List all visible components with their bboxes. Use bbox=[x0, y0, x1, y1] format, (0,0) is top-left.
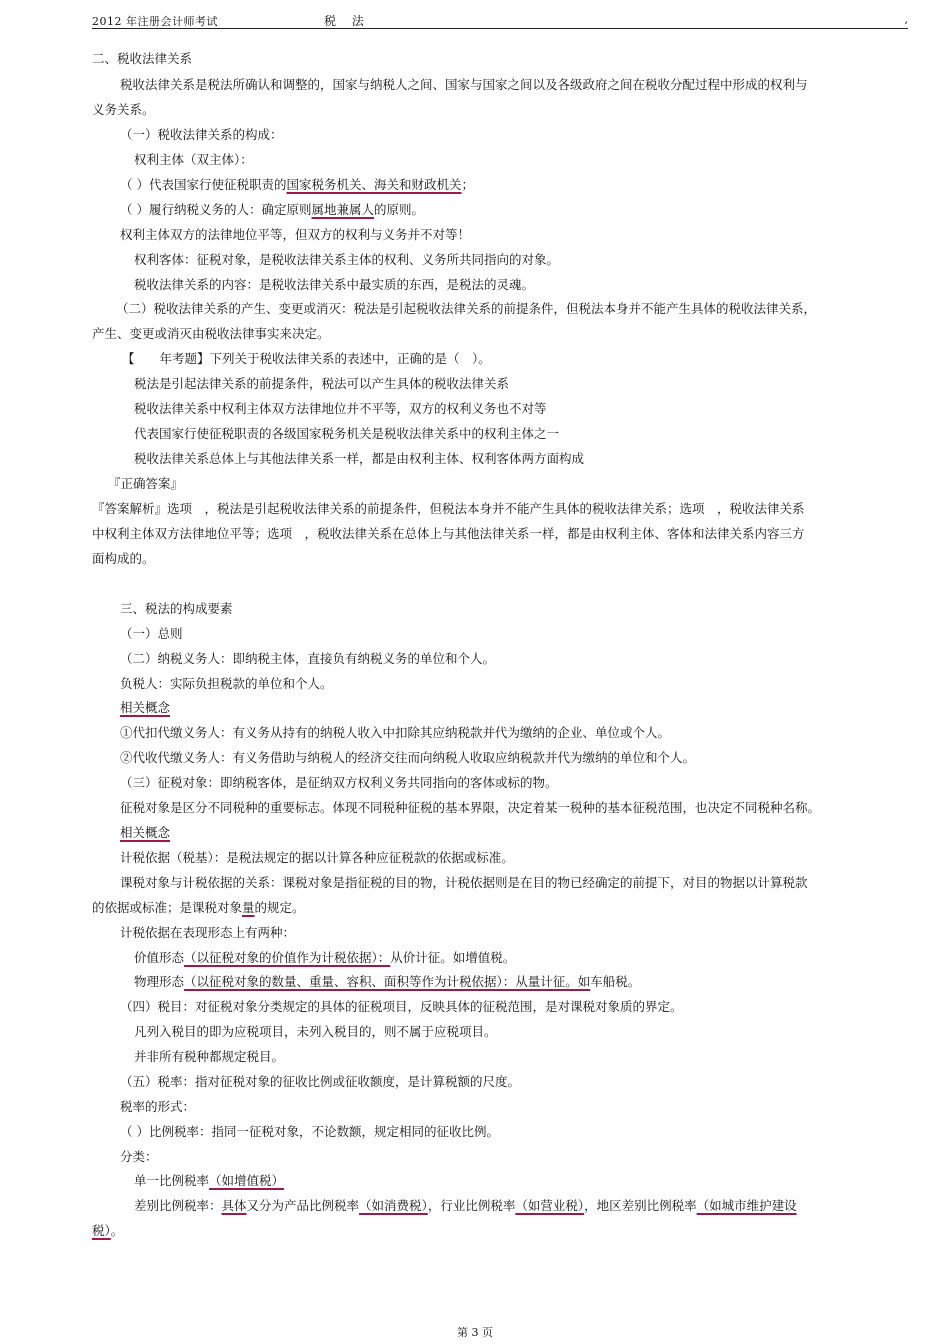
text-line bbox=[134, 973, 640, 991]
text-line bbox=[120, 176, 474, 194]
text-segment: 又分为产品比例税率 bbox=[246, 1198, 360, 1213]
text-line bbox=[92, 500, 805, 518]
text-segment: （ ）代表国家行使征税职责的 bbox=[120, 177, 287, 192]
text-segment: 义务关系。 bbox=[92, 102, 155, 117]
underlined-text: 税） bbox=[92, 1223, 111, 1238]
text-segment: 负税人：实际负担税款的单位和个人。 bbox=[120, 676, 333, 691]
text-line bbox=[120, 226, 470, 244]
text-segment: ②代收代缴义务人：有义务借助与纳税人的经济交往而向纳税人收取应纳税款并代为缴纳的单位和个人。 bbox=[120, 750, 696, 765]
text-line bbox=[120, 650, 495, 668]
text-line bbox=[120, 998, 683, 1016]
text-line bbox=[120, 1073, 520, 1091]
underlined-text: （如城市维护建设 bbox=[696, 1198, 797, 1213]
text-line bbox=[120, 1123, 499, 1141]
underlined-text: 具体 bbox=[221, 1198, 247, 1213]
text-segment: 税收法律关系中权利主体双方法律地位并不平等，双方的权利义务也不对等 bbox=[134, 401, 547, 416]
text-segment: 权利客体：征税对象，是税收法律关系主体的权利、义务所共同指向的对象。 bbox=[134, 252, 560, 267]
text-segment: ，行业比例税率 bbox=[427, 1198, 516, 1213]
text-segment: 车船税。 bbox=[590, 974, 641, 989]
text-line bbox=[120, 600, 233, 618]
text-line bbox=[120, 675, 333, 693]
underlined-text: 国家税务机关、海关和财政机关 bbox=[286, 177, 462, 192]
text-line bbox=[120, 1098, 195, 1116]
text-line bbox=[116, 300, 816, 318]
text-segment: 税收法律关系是税法所确认和调整的，国家与纳税人之间、国家与国家之间以及各级政府之间在税收分配过程中形成的权利与 bbox=[120, 77, 808, 92]
text-segment: 。 bbox=[110, 1223, 124, 1238]
text-segment: 『正确答案』 bbox=[108, 476, 184, 491]
underlined-text: （以征税对象的价值作为计税依据）： bbox=[184, 950, 391, 965]
text-line bbox=[134, 276, 534, 294]
text-segment: 税收法律关系的内容：是税收法律关系中最实质的东西，是税法的灵魂。 bbox=[134, 277, 535, 292]
text-line bbox=[134, 400, 547, 418]
text-line bbox=[120, 749, 695, 767]
text-line bbox=[92, 1222, 123, 1240]
underlined-text: 相关概念 bbox=[120, 825, 171, 840]
text-line bbox=[92, 550, 155, 568]
text-line bbox=[120, 924, 295, 942]
page-header bbox=[92, 12, 908, 29]
text-line bbox=[92, 325, 330, 343]
text-segment: （ ）履行纳税义务的人：确定原则 bbox=[120, 202, 312, 217]
text-segment: （二）纳税义务人：即纳税主体，直接负有纳税义务的单位和个人。 bbox=[120, 651, 496, 666]
text-segment: 二、税收法律关系 bbox=[92, 51, 193, 66]
text-segment: 单一比例税率 bbox=[134, 1173, 210, 1188]
underlined-text: 相关概念 bbox=[120, 700, 171, 715]
text-line bbox=[92, 50, 192, 68]
text-segment: 凡列入税目的即为应税项目，未列入税目的，则不属于应税项目。 bbox=[134, 1024, 497, 1039]
text-segment: 【 年考题】下列关于税收法律关系的表述中，正确的是（ ）。 bbox=[122, 351, 491, 366]
page-number: 第 3 页 bbox=[457, 1326, 493, 1339]
text-segment: 从价计征。如增值税。 bbox=[390, 950, 516, 965]
text-line bbox=[120, 699, 170, 717]
text-segment: （ ）比例税率：指同一征税对象，不论数额，规定相同的征收比例。 bbox=[120, 1124, 499, 1139]
text-line bbox=[120, 1148, 158, 1166]
text-line bbox=[120, 799, 820, 817]
header-title: 税 法 bbox=[324, 14, 370, 28]
text-segment: 中权利主体双方法律地位平等；选项 ，税收法律关系在总体上与其他法律关系一样，都是由权利主体、客体和法律关系内容三方 bbox=[92, 526, 805, 541]
text-segment: 计税依据在表现形态上有两种： bbox=[120, 925, 296, 940]
text-line bbox=[134, 251, 559, 269]
text-line bbox=[92, 525, 805, 543]
text-segment: （一）总则 bbox=[120, 626, 183, 641]
text-line bbox=[134, 949, 515, 967]
text-segment: 分类： bbox=[120, 1149, 158, 1164]
text-segment: 课税对象与计税依据的关系：课税对象是指征税的目的物，计税依据则是在目的物已经确定的前提下，对目的物据以计算税款 bbox=[120, 875, 808, 890]
text-segment: 产生、变更或消灭由税收法律事实来决定。 bbox=[92, 326, 330, 341]
text-segment: （一）税收法律关系的构成： bbox=[120, 127, 283, 142]
text-segment: 『答案解析』选项 ，税法是引起税收法律关系的前提条件，但税法本身并不能产生具体的税收法律关系；选项 ，税收法律关系 bbox=[92, 501, 805, 516]
text-line bbox=[120, 126, 283, 144]
text-line bbox=[120, 76, 808, 94]
text-line bbox=[120, 774, 558, 792]
text-line bbox=[92, 101, 155, 119]
text-segment: 并非所有税种都规定税目。 bbox=[134, 1049, 285, 1064]
header-left-text: 2012 年注册会计师考试 bbox=[92, 15, 218, 28]
underlined-text: 量 bbox=[242, 900, 255, 915]
text-line bbox=[120, 724, 670, 742]
text-segment: 差别比例税率： bbox=[134, 1198, 222, 1213]
text-line bbox=[122, 350, 491, 368]
text-line bbox=[134, 151, 253, 169]
text-line bbox=[92, 899, 305, 917]
text-line bbox=[134, 425, 559, 443]
text-segment: 计税依据（税基）：是税法规定的据以计算各种应征税款的依据或标准。 bbox=[120, 850, 514, 865]
text-segment: ①代扣代缴义务人：有义务从持有的纳税人收入中扣除其应纳税款并代为缴纳的企业、单位或个人。 bbox=[120, 725, 671, 740]
text-segment: 税收法律关系总体上与其他法律关系一样，都是由权利主体、权利客体两方面构成 bbox=[134, 451, 585, 466]
text-line bbox=[120, 625, 183, 643]
underlined-text: （如增值税） bbox=[209, 1173, 285, 1188]
text-line bbox=[120, 201, 424, 219]
text-segment: 的依据或标准；是课税对象 bbox=[92, 900, 243, 915]
text-segment: 征税对象是区分不同税种的重要标志。体现不同税种征税的基本界限，决定着某一税种的基本征税范围，也决定不同税种名称。 bbox=[120, 800, 821, 815]
underlined-text: （如营业税） bbox=[515, 1198, 585, 1213]
text-segment: 价值形态 bbox=[134, 950, 185, 965]
text-segment: 三、税法的构成要素 bbox=[120, 601, 233, 616]
text-segment: （三）征税对象：即纳税客体，是征纳双方权利义务共同指向的客体或标的物。 bbox=[120, 775, 558, 790]
text-segment: 的规定。 bbox=[254, 900, 305, 915]
text-segment: 税法是引起法律关系的前提条件，税法可以产生具体的税收法律关系 bbox=[134, 376, 510, 391]
text-segment: 代表国家行使征税职责的各级国家税务机关是税收法律关系中的权利主体之一 bbox=[134, 426, 560, 441]
text-segment: 物理形态 bbox=[134, 974, 185, 989]
text-line bbox=[108, 475, 183, 493]
text-segment: ； bbox=[461, 177, 475, 192]
text-line bbox=[134, 1023, 497, 1041]
text-line bbox=[134, 1197, 797, 1215]
text-line bbox=[134, 1172, 284, 1190]
text-segment: （二）税收法律关系的产生、变更或消灭：税法是引起税收法律关系的前提条件，但税法本身并不能产生具体的税收法律关系， bbox=[116, 301, 817, 316]
text-segment: 面构成的。 bbox=[92, 551, 155, 566]
text-segment: （四）税目：对征税对象分类规定的具体的征税项目，反映具体的征税范围，是对课税对象质的界定。 bbox=[120, 999, 683, 1014]
text-line bbox=[120, 849, 514, 867]
text-line bbox=[120, 874, 808, 892]
text-segment: 的原则。 bbox=[374, 202, 425, 217]
text-segment: ，地区差别比例税率 bbox=[584, 1198, 697, 1213]
underlined-text: 属地兼属人 bbox=[311, 202, 374, 217]
text-segment: 税率的形式： bbox=[120, 1099, 196, 1114]
text-segment: 权利主体双方的法律地位平等，但双方的权利与义务并不对等！ bbox=[120, 227, 471, 242]
text-segment: 权利主体（双主体）： bbox=[134, 152, 253, 167]
text-segment: （五）税率：指对征税对象的征收比例或征收额度，是计算税额的尺度。 bbox=[120, 1074, 521, 1089]
text-line bbox=[134, 450, 584, 468]
underlined-text: （如消费税） bbox=[359, 1198, 428, 1213]
text-line bbox=[134, 1048, 284, 1066]
underlined-text: （以征税对象的数量、重量、容积、面积等作为计税依据）：从量计征。如 bbox=[184, 974, 591, 989]
header-right-mark: , bbox=[904, 13, 908, 26]
text-line bbox=[134, 375, 509, 393]
text-line bbox=[120, 824, 170, 842]
